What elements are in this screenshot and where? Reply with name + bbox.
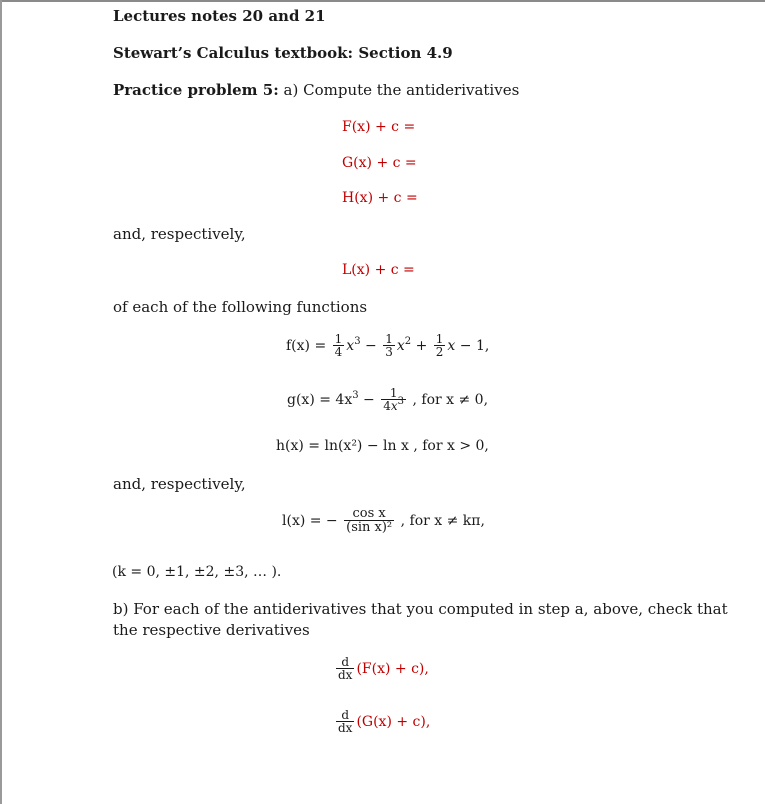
of-each-text: of each of the following functions [113, 298, 368, 316]
textbook-heading: Stewart’s Calculus textbook: Section 4.9 [113, 44, 453, 62]
antiderivative-F: F(x) + c = [342, 119, 416, 135]
antiderivative-L: L(x) + c = [342, 262, 415, 278]
k-values: (k = 0, ±1, ±2, ±3, … ). [112, 564, 282, 580]
page-left-border [0, 0, 2, 804]
dx-denominator-F: dx [338, 668, 353, 682]
part-b-line-2: the respective derivatives [113, 621, 310, 639]
antiderivative-H: H(x) + c = [342, 190, 418, 206]
derivative-G-expr: (G(x) + c), [356, 714, 431, 730]
derivative-G [334, 709, 430, 735]
l-denominator: (sin x)² [346, 520, 393, 535]
l-condition: , for x ≠ kπ, [400, 513, 485, 529]
l-label: l(x) = − [282, 513, 338, 529]
derivative-F-expr: (F(x) + c), [356, 661, 429, 677]
problem-label: Practice problem 5: [113, 81, 279, 99]
derivative-F [334, 656, 429, 682]
part-b-line-1: b) For each of the antiderivatives that you computed in step a, above, check that [113, 600, 728, 618]
f-label: f(x) = [286, 338, 327, 354]
antiderivative-G: G(x) + c = [342, 155, 417, 171]
g-condition: , for x ≠ 0, [412, 392, 489, 408]
problem-intro: a) Compute the antiderivatives [283, 81, 520, 99]
g-label: g(x) = 4x [287, 392, 353, 408]
dx-denominator-G: dx [338, 721, 353, 735]
l-numerator: cos x [344, 508, 394, 521]
and-respectively-2: and, respectively, [113, 475, 246, 493]
function-g: $g(x) = 4x^3$ − $\frac{1}{4x^3}$ , for x ≠ 0, [287, 386, 489, 413]
function-l [282, 508, 485, 534]
problem-statement [113, 81, 519, 99]
page-top-border [0, 0, 765, 2]
function-h: h(x) = ln(x²) − ln x , for x > 0, [276, 438, 489, 454]
and-respectively-1: and, respectively, [113, 225, 246, 243]
d-numerator-G: d [336, 709, 354, 722]
d-numerator-F: d [336, 656, 354, 669]
function-f: f(x) = $\frac{1}{4}$ $x^3$ − $\frac{1}{3}$ $x^2$ + $\frac{1}{2}$ x − 1, [286, 332, 490, 359]
lectures-heading: Lectures notes 20 and 21 [113, 7, 326, 25]
